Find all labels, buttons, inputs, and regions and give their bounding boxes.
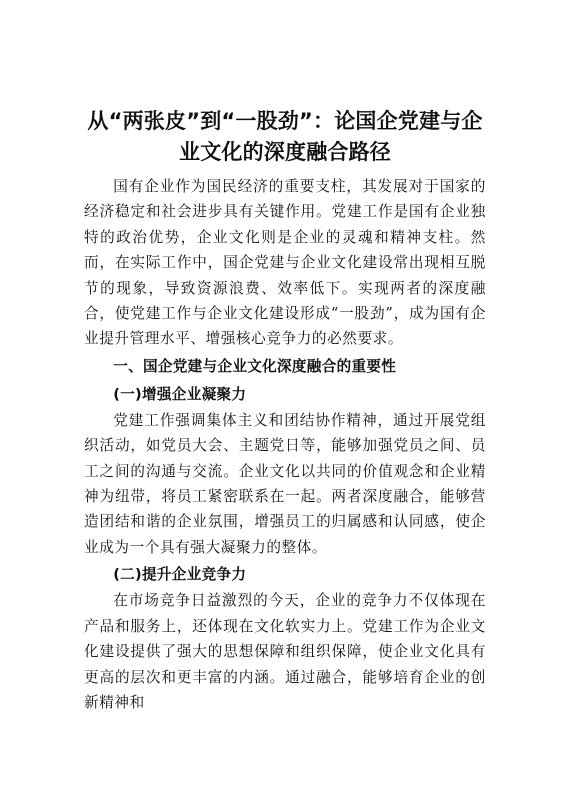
competitiveness-paragraph: 在市场竞争日益激烈的今天，企业的竞争力不仅体现在产品和服务上，还体现在文化软实力上。党建工作为企业文化建设提供了强大的思想保障和组织保障，使企业文化具有更高的层次和更丰富的内涵。通过融合，能够培育企业的创新精神和 [84, 592, 486, 711]
subsection-heading-competitiveness: (二)提升企业竞争力 [113, 566, 247, 584]
section-heading-importance: 一、国企党建与企业文化深度融合的重要性 [113, 357, 397, 375]
cohesion-paragraph: 党建工作强调集体主义和团结协作精神，通过开展党组织活动，如党员大会、主题党日等，能够加强党员之间、员工之间的沟通与交流。企业文化以共同的价值观念和企业精神为纽带，将员工紧密联系在一起。两者深度融合，能够营造团结和谐的企业氛围，增强员工的归属感和认同感，使企业成为一个具有强大凝聚力的整体。 [84, 411, 486, 556]
subsection-heading-cohesion: (一)增强企业凝聚力 [113, 385, 247, 403]
intro-paragraph: 国有企业作为国民经济的重要支柱，其发展对于国家的经济稳定和社会进步具有关键作用。党建工作是国有企业独特的政治优势，企业文化则是企业的灵魂和精神支柱。然而，在实际工作中，国企党建与企业文化建设常出现相互脱节的现象，导致资源浪费、效率低下。实现两者的深度融合，使党建工作与企业文化建设形成“一股劲”，成为国有企业提升管理水平、增强核心竞争力的必然要求。 [84, 178, 486, 348]
document-title: 从“两张皮”到“一股劲”：论国企党建与企业文化的深度融合路径 [87, 109, 483, 164]
